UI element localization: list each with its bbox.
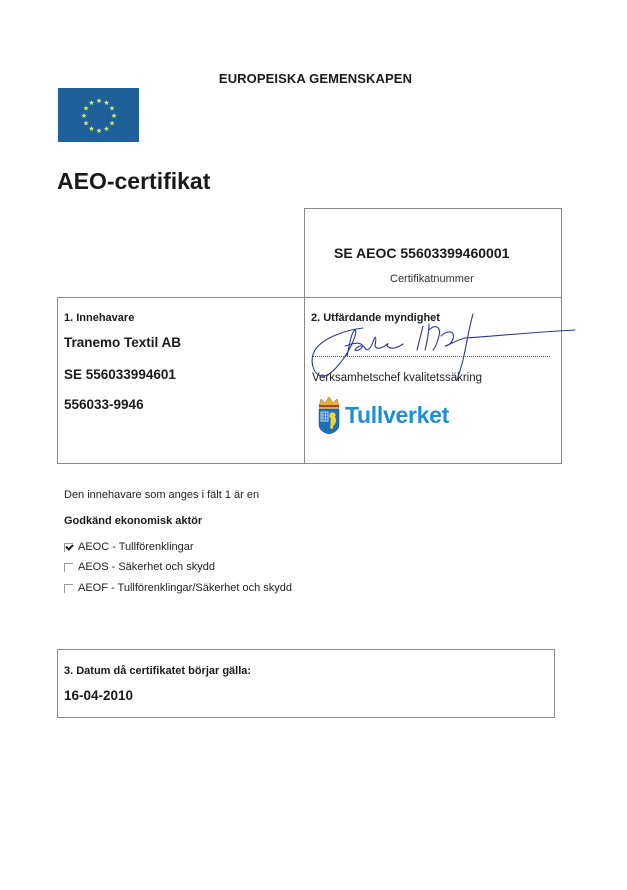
signer-title: Verksamhetschef kvalitetssäkring [312,372,483,384]
svg-text:★: ★ [88,99,95,107]
holder-vat-number: SE 556033994601 [64,367,176,382]
validity-box-left-border [57,649,58,718]
option-aeoc-label: AEOC - Tullförenklingar [78,541,194,553]
option-aeof-label: AEOF - Tullförenklingar/Säkerhet och skydd [78,582,292,594]
tullverket-logo [316,395,449,435]
option-aeos-label: AEOS - Säkerhet och skydd [78,561,215,573]
validity-box-right-border [554,649,555,718]
checkbox-aeoc-checked[interactable] [64,543,73,552]
checkbox-aeof[interactable] [64,584,73,593]
option-aeos[interactable] [64,561,215,573]
holder-label: 1. Innehavare [64,312,135,324]
svg-text:★: ★ [95,97,103,105]
center-divider [304,208,305,464]
signature-line [312,356,550,357]
document-title: AEO-certifikat [57,168,211,194]
validity-date: 16-04-2010 [64,688,134,703]
holder-box-top-border [57,297,562,298]
status-heading: Godkänd ekonomisk aktör [64,515,203,527]
validity-box-top-border [57,649,555,650]
holder-org-number: 556033-9946 [64,397,144,412]
holder-name: Tranemo Textil AB [64,335,182,350]
svg-text:★: ★ [103,99,110,107]
svg-text:★: ★ [108,104,116,113]
svg-text:★: ★ [110,112,118,120]
svg-text:★: ★ [88,125,95,133]
status-intro: Den innehavare som anges i fält 1 är en [64,489,260,501]
swedish-customs-crest-icon [316,395,342,435]
cert-box-top-border [304,208,562,209]
right-border [561,208,562,464]
svg-text:★: ★ [95,127,103,135]
svg-text:★: ★ [108,119,116,128]
tullverket-wordmark: Tullverket [345,401,449,428]
validity-box-bottom-border [57,717,555,718]
svg-text:★: ★ [80,112,88,120]
certificate-number-caption: Certifikatnummer [390,273,474,285]
header-title [0,71,627,86]
svg-text:★: ★ [82,119,90,128]
certificate-number: SE AEOC 55603399460001 [334,245,510,261]
option-aeoc[interactable] [64,541,194,553]
holder-box-bottom-border [57,463,562,464]
svg-text:★: ★ [82,104,90,113]
left-border [57,297,58,464]
eu-flag-icon [58,88,139,142]
checkbox-aeos[interactable] [64,563,73,572]
svg-text:★: ★ [103,125,110,133]
issuer-label: 2. Utfärdande myndighet [311,312,440,324]
header-title-text: EUROPEISKA GEMENSKAPEN [218,71,413,86]
option-aeof[interactable] [64,582,292,594]
validity-label: 3. Datum då certifikatet börjar gälla: [64,665,252,677]
